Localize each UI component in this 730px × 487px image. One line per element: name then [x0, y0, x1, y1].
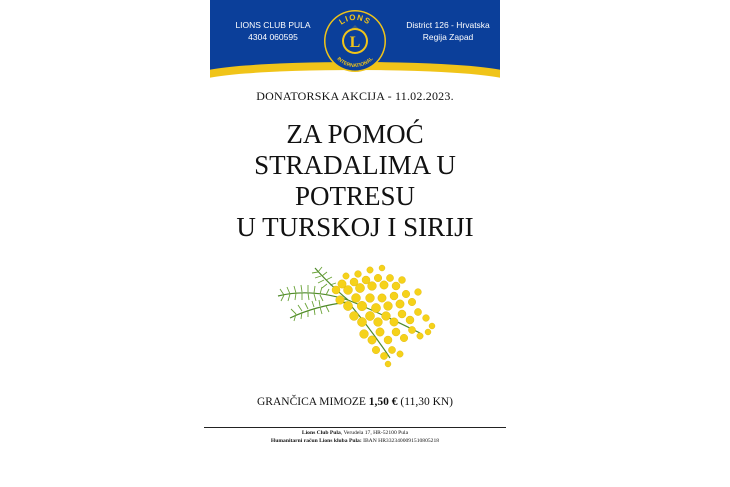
- mimosa-sprig-icon: [270, 258, 445, 373]
- event-date-line: DONATORSKA AKCIJA - 11.02.2023.: [256, 89, 454, 103]
- club-number: 4304 060595: [248, 32, 298, 42]
- title-line-2: STRADALIMA U: [254, 150, 456, 180]
- footer: [210, 429, 500, 445]
- footer-iban: IBAN HR3323400091510805218: [361, 438, 440, 444]
- region-name: Regija Zapad: [422, 32, 474, 42]
- price-amount: 1,50 €: [368, 396, 398, 408]
- price-label: GRANČICA MIMOZE: [256, 396, 366, 408]
- district-info: [398, 19, 498, 43]
- club-name: LIONS CLUB PULA: [235, 20, 311, 30]
- title-line-4: U TURSKOJ I SIRIJI: [236, 212, 474, 242]
- poster-title: [210, 119, 500, 243]
- logo-letter: L: [349, 34, 361, 51]
- footer-address-line: [210, 429, 500, 437]
- logo-top-text: LIONS: [337, 12, 373, 27]
- title-line-3: POTRESU: [294, 181, 416, 211]
- footer-divider: [204, 427, 506, 428]
- footer-org-name: Lions Club Pula: [301, 430, 341, 436]
- lions-logo-icon: [322, 8, 388, 74]
- footer-account-label: Humanitarni račun Lions kluba Pula:: [270, 438, 362, 444]
- club-info: [228, 19, 318, 43]
- donation-poster: [210, 0, 500, 487]
- header-banner: [210, 0, 500, 78]
- title-line-1: ZA POMOĆ: [286, 119, 424, 149]
- price-kn: (11,30 KN): [400, 396, 454, 408]
- footer-account-line: [210, 437, 500, 445]
- footer-address: , Verudela 17, HR-52100 Pula: [340, 430, 409, 436]
- logo-bottom-text: INTERNATIONAL: [335, 56, 375, 70]
- price-line: [210, 396, 500, 408]
- district-name: District 126 - Hrvatska: [406, 20, 490, 30]
